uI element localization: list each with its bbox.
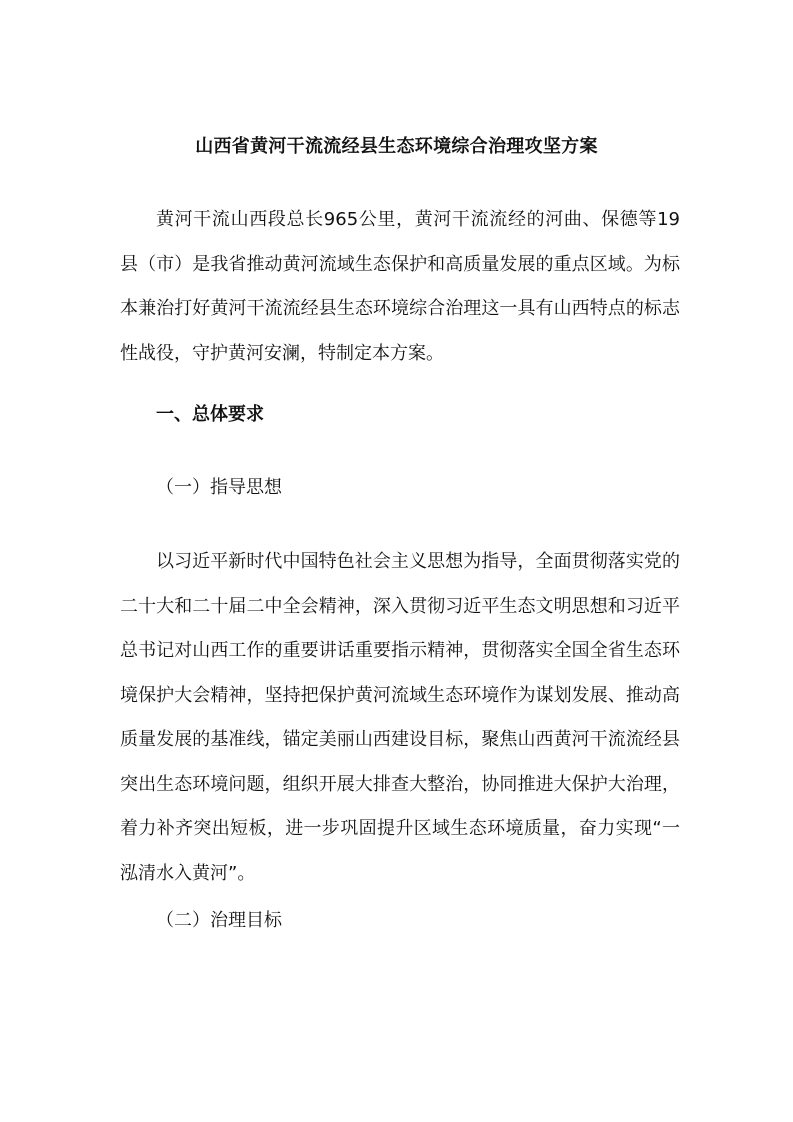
intro-paragraph: 黄河干流山西段总长965公里，黄河干流流经的河曲、保德等19县（市）是我省推动黄河流域生态保护和高质量发展的重点区域。为标本兼治打好黄河干流流经县生态环境综合治理这一具有山西特点的标志性战役，守护黄河安澜，特制定本方案。: [120, 209, 680, 364]
subsection-heading-governance-goals: （二）治理目标: [156, 910, 282, 931]
guiding-ideology-paragraph: 以习近平新时代中国特色社会主义思想为指导，全面贯彻落实党的二十大和二十届二中全会精神，深入贯彻习近平生态文明思想和习近平总书记对山西工作的重要讲话重要指示精神，贯彻落实全国全省生态环境保护大会精神，坚持把保护黄河流域生态环境作为谋划发展、推动高质量发展的基准线，锚定美丽山西建设目标，聚焦山西黄河干流流经县突出生态环境问题，组织开展大排查大整治，协同推进大保护大治理，着力补齐突出短板，进一步巩固提升区域生态环境质量，奋力实现“一泓清水入黄河”。: [120, 551, 680, 884]
section-heading-general-requirements: 一、总体要求: [156, 404, 264, 425]
subsection-heading-guiding-ideology: （一）指导思想: [156, 477, 282, 498]
document-title: 山西省黄河干流流经县生态环境综合治理攻坚方案: [195, 136, 598, 157]
